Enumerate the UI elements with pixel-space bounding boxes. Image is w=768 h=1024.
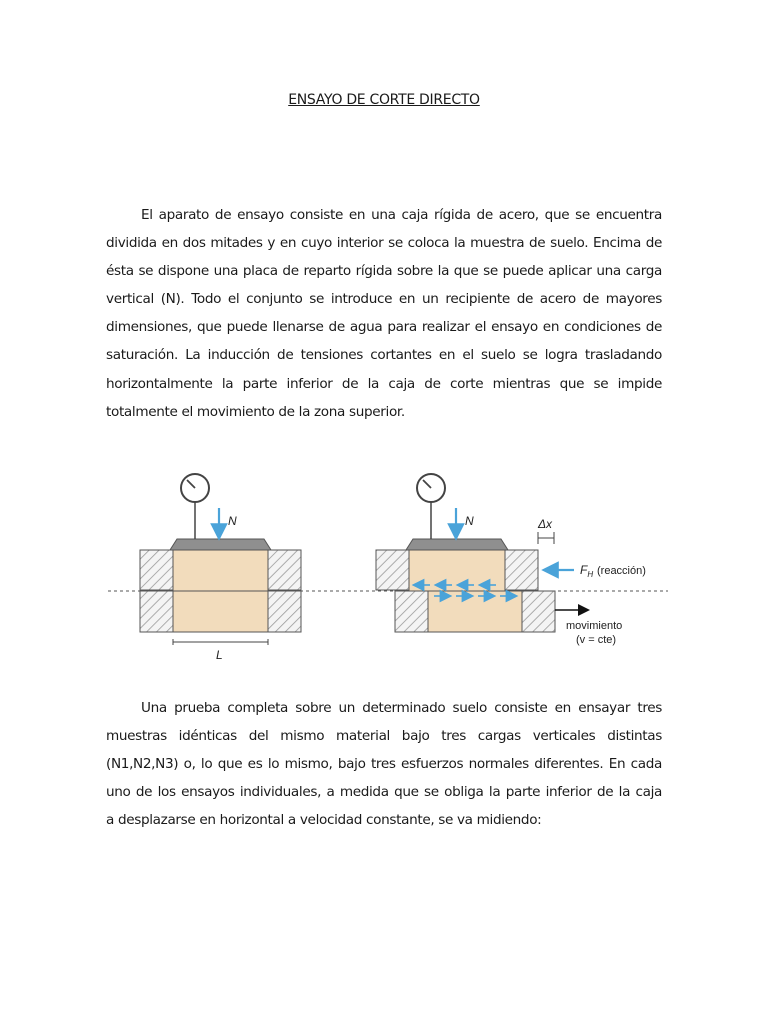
paragraph-line: El aparato de ensayo consiste en una caja rígida de acero, que se encuentra — [141, 207, 662, 223]
reaction-label: (reacción) — [597, 565, 646, 577]
shear-box-figure — [108, 462, 668, 670]
right-load-plate — [406, 539, 508, 550]
left-box-lower-left-wall — [140, 591, 173, 632]
left-load-label: N — [228, 514, 237, 528]
paragraph-line: horizontalmente la parte inferior de la caja de corte mientras que se impide — [106, 375, 662, 392]
page-title: ENSAYO DE CORTE DIRECTO — [288, 92, 480, 108]
paragraph-line: dimensiones, que puede llenarse de agua para realizar el ensayo en condiciones de — [106, 319, 662, 336]
paragraph-line: Una prueba completa sobre un determinado suelo consiste en ensayar tres — [141, 700, 662, 716]
paragraph-line: ésta se dispone una placa de reparto rígida sobre la que se puede aplicar una carga — [106, 263, 662, 280]
right-soil-lower — [428, 591, 522, 632]
paragraph-line: muestras idénticas del mismo material bajo tres cargas verticales distintas — [106, 728, 662, 745]
paragraph-line: (N1,N2,N3) o, lo que es lo mismo, bajo tres esfuerzos normales diferentes. En cada — [106, 756, 662, 773]
paragraph-line: a desplazarse en horizontal a velocidad constante, se va midiendo: — [106, 812, 542, 829]
velocity-label: (v = cte) — [576, 634, 617, 646]
length-label: L — [216, 648, 223, 662]
paragraph-line: totalmente el movimiento de la zona superior. — [106, 403, 405, 420]
paragraph-line: vertical (N). Todo el conjunto se introduce en un recipiente de acero de mayores — [106, 291, 662, 308]
reaction-force-symbol: $F_H$ — [580, 563, 594, 579]
right-load-label: N — [465, 514, 474, 528]
right-box-lower-left-wall — [395, 591, 428, 632]
paragraph-line: uno de los ensayos individuales, a medida que se obliga la parte inferior de la caja — [106, 784, 662, 801]
right-box-lower-right-wall — [522, 591, 555, 632]
right-box-upper-left-wall — [376, 550, 409, 590]
paragraph-line: saturación. La inducción de tensiones cortantes en el suelo se logra trasladando — [106, 347, 662, 364]
paragraph-test-procedure — [106, 694, 662, 834]
right-apparatus — [376, 474, 646, 646]
paragraph-line: dividida en dos mitades y en cuyo interior se coloca la muestra de suelo. Encima de — [106, 235, 662, 252]
paragraph-apparatus — [106, 201, 662, 426]
shear-box-diagram — [108, 462, 668, 670]
displacement-label: Δx — [538, 517, 553, 531]
left-box-lower-right-wall — [268, 591, 301, 632]
movement-label: movimiento — [566, 620, 623, 632]
left-box-upper-right-wall — [268, 550, 301, 590]
right-box-upper-right-wall — [505, 550, 538, 590]
left-box-upper-left-wall — [140, 550, 173, 590]
left-load-plate — [170, 539, 271, 550]
